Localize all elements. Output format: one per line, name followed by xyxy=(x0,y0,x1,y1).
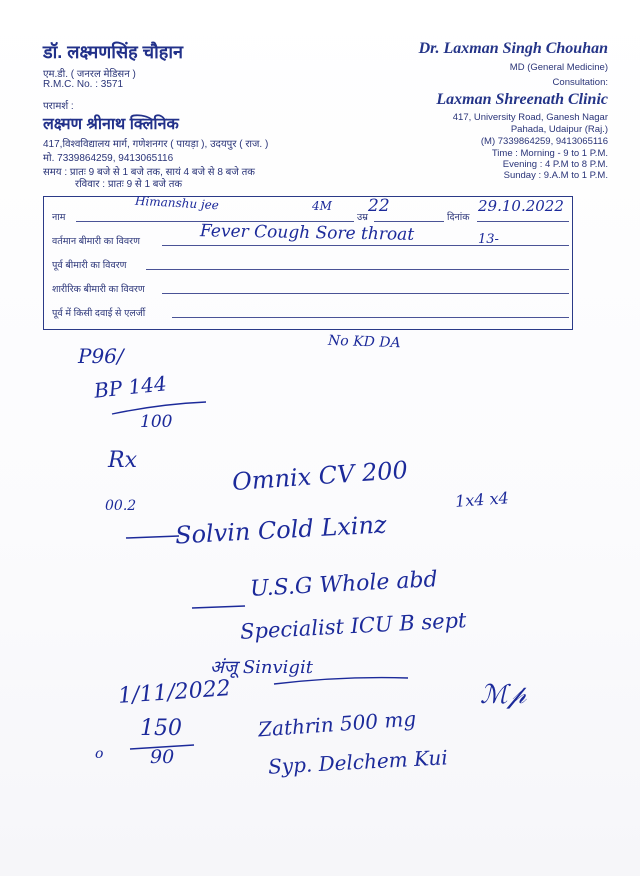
medicine-line-2: Solvin Cold Lxinz xyxy=(174,510,388,550)
timing-hindi-1: समय : प्रातः 9 बजे से 1 बजे तक, सायं 4 बजे से 8 बजे तक xyxy=(43,167,255,178)
degree-english: MD (General Medicine) xyxy=(509,62,608,73)
name-label: नाम xyxy=(52,212,66,223)
consult-label-english: Consultation: xyxy=(552,77,608,88)
patient-form xyxy=(43,193,573,330)
followup-date-handwritten: 1/11/2022 xyxy=(117,676,232,709)
bp-handwritten: BP 144 xyxy=(92,371,168,403)
patient-age-handwritten: 22 xyxy=(368,196,390,216)
date-line xyxy=(477,221,569,222)
address-english-2: Pahada, Udaipur (Raj.) xyxy=(510,124,608,135)
physical-illness-label: शारीरिक बीमारी का विवरण xyxy=(52,284,145,295)
dash-mark-3 xyxy=(190,600,250,614)
bp2-handwritten: 150 xyxy=(140,716,182,741)
mobile-english: (M) 7339864259, 9413065116 xyxy=(480,136,608,147)
medicine-dosage-1: 1x4 x4 xyxy=(454,488,510,511)
doctor-name-hindi: डॉ. लक्ष्मणसिंह चौहान xyxy=(43,42,183,62)
visit-date-handwritten: 29.10.2022 xyxy=(478,197,564,215)
consult-label-hindi: परामर्श : xyxy=(43,101,74,112)
duration-handwritten: 13- xyxy=(478,232,499,247)
medicine-line-7: Syp. Delchem Kui xyxy=(267,745,449,779)
bp-denominator-handwritten: 100 xyxy=(140,412,173,432)
date-label: दिनांक xyxy=(447,212,470,223)
age-label: उम्र xyxy=(357,212,368,223)
patient-name-handwritten: Himanshu jee xyxy=(134,193,220,213)
pulse-handwritten: P96/ xyxy=(78,344,124,368)
address-english-1: 417, University Road, Ganesh Nagar xyxy=(452,112,608,123)
current-illness-label: वर्तमान बीमारी का विवरण xyxy=(52,236,140,247)
clinic-name-hindi: लक्ष्मण श्रीनाथ क्लिनिक xyxy=(43,116,179,133)
allergy-label: पूर्व में किसी दवाई से एलर्जी xyxy=(52,308,146,319)
clinic-name-english: Laxman Shreenath Clinic xyxy=(436,91,608,108)
complaint-handwritten: Fever Cough Sore throat xyxy=(199,221,415,245)
bp2-denominator-handwritten: 90 xyxy=(150,746,175,768)
medicine-line-3: U.S.G Whole abd xyxy=(249,567,439,602)
time-english-2: Evening : 4 P.M to 8 P.M. xyxy=(502,159,608,170)
allergy-note-handwritten: No KD DA xyxy=(327,332,401,352)
physical-illness-line xyxy=(162,293,569,294)
medicine-line-5: अंजू Sinvigit xyxy=(210,657,313,678)
past-illness-label: पूर्व बीमारी का विवरण xyxy=(52,260,127,271)
doctor-name-english: Dr. Laxman Singh Chouhan xyxy=(418,40,608,57)
dose-mark-1: 00.2 xyxy=(105,498,137,514)
timing-hindi-2: रविवार : प्रातः 9 से 1 बजे तक xyxy=(75,179,183,190)
allergy-line xyxy=(172,317,569,318)
dose-mark-6: o xyxy=(95,746,104,762)
doctor-signature: ℳ𝓅 xyxy=(480,680,527,710)
age-line xyxy=(374,221,444,222)
time-english-1: Time : Morning - 9 to 1 P.M. xyxy=(491,148,608,159)
underline-mark-5 xyxy=(272,672,412,688)
medicine-line-6: Zathrin 500 mg xyxy=(257,706,417,742)
rmc-number: R.M.C. No. : 3571 xyxy=(43,79,124,90)
address-hindi: 417,विश्वविद्यालय मार्ग, गणेशनगर ( पायड़ा ), उदयपुर ( राज. ) xyxy=(43,139,269,150)
rx-symbol-handwritten: Rx xyxy=(108,448,137,473)
medicine-line-4: Specialist ICU B sept xyxy=(239,608,467,644)
time-english-3: Sunday : 9.A.M to 1 P.M. xyxy=(503,170,608,181)
medicine-line-1: Omnix CV 200 xyxy=(231,455,409,497)
degree-hindi: एम.डी. ( जनरल मेडिसन ) xyxy=(43,69,136,80)
current-illness-line xyxy=(162,245,569,246)
past-illness-line xyxy=(146,269,569,270)
patient-gender-handwritten: 4M xyxy=(312,199,332,213)
mobile-hindi: मो. 7339864259, 9413065116 xyxy=(43,153,174,164)
